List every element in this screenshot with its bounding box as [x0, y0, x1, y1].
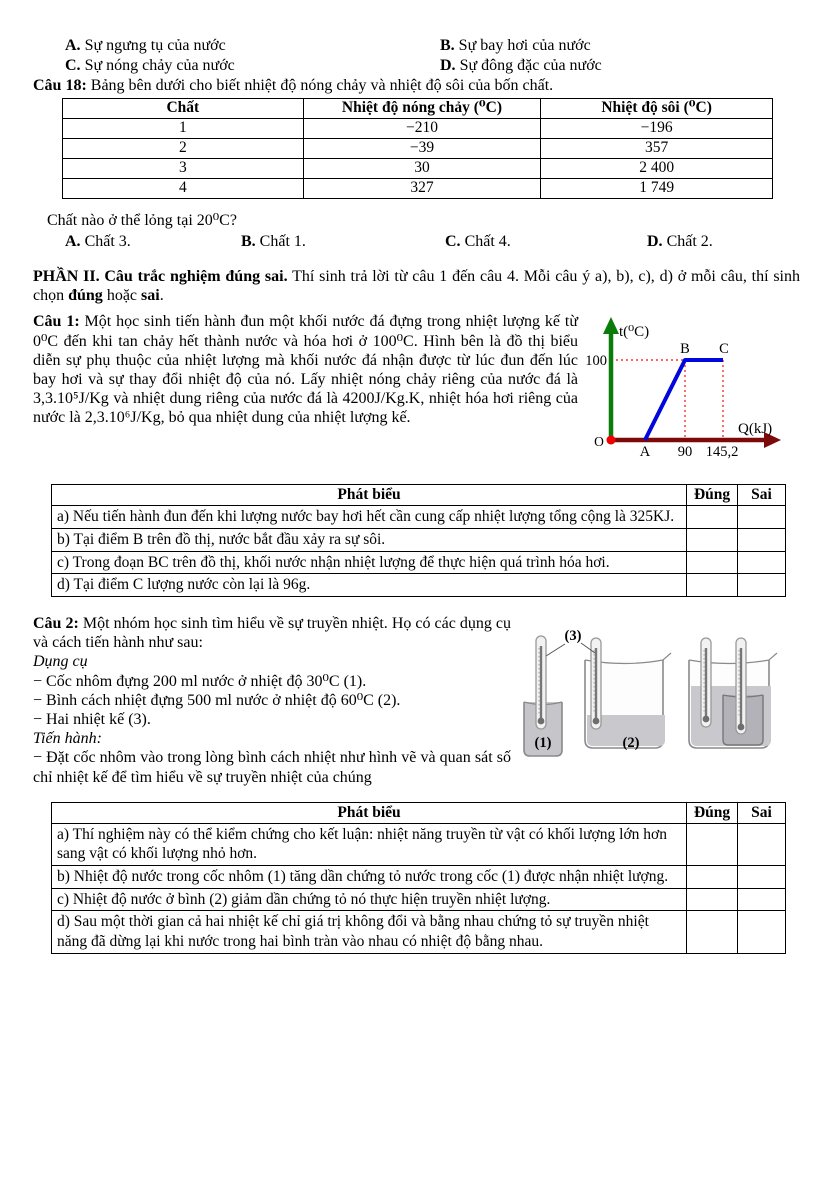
option-c	[65, 56, 440, 75]
x-axis-label: Q(kJ)	[738, 421, 773, 438]
option-c	[445, 232, 647, 251]
statement-text: b) Nhiệt độ nước trong cốc nhôm (1) tăng dần chứng tỏ nước trong cốc (1) được nhận nhiệt lượng.	[52, 866, 687, 889]
option-letter: C.	[445, 232, 461, 250]
sai-cell	[738, 551, 786, 574]
dung-cell	[687, 506, 738, 529]
dung-header: Đúng	[687, 485, 738, 506]
table-row: 3 30 2 400	[63, 158, 773, 178]
point-c-label: C	[719, 341, 729, 358]
cau2-text: Câu 2: Một nhóm học sinh tìm hiểu về sự truyền nhiệt. Họ có các dụng cụ và cách tiến hành như sau: Dụng cụ − Cốc nhôm đựng 200 ml nước ở nhiệt độ 30⁰C (1). − Bình cách nhiệt đựng 500 ml nước ở nhiệt độ 60⁰C (2). − Hai nhiệt kế (3). Tiến hành: − Đặt cốc nhôm vào trong lòng bình cách nhiệt như hình vẽ và quan sát số chỉ nhiệt kế để tìm hiểu về sự truyền nhiệt của chúng	[33, 615, 512, 786]
origin-dot	[607, 436, 616, 445]
figure-label-3: (3)	[564, 628, 582, 644]
dung-header: Đúng	[687, 802, 738, 823]
option-d	[440, 56, 800, 75]
sai-cell	[738, 528, 786, 551]
option-text: Sự đông đặc của nước	[459, 57, 602, 75]
step-item: − Đặt cốc nhôm vào trong lòng bình cách nhiệt như hình vẽ và quan sát số chỉ nhiệt kế để tìm hiểu về sự truyền nhiệt của chúng	[33, 749, 511, 786]
option-text: Chất 3.	[84, 232, 131, 250]
y-axis-label: t(⁰C)	[619, 324, 650, 341]
origin-label: O	[594, 434, 604, 450]
thermometer-1	[536, 636, 546, 729]
option-letter: C.	[65, 57, 81, 75]
statement-row	[52, 911, 786, 953]
column-header: Nhiệt độ nóng chảy (⁰C)	[303, 98, 541, 118]
statement-text: c) Nhiệt độ nước ở bình (2) giảm dần chứng tỏ nó thực hiện truyền nhiệt lượng.	[52, 888, 687, 911]
melting-boiling-table	[62, 98, 773, 199]
statement-text: c) Trong đoạn BC trên đồ thị, khối nước nhận nhiệt lượng để thực hiện quá trình hóa hơi.	[52, 551, 687, 574]
dung-cell	[687, 888, 738, 911]
option-text: Chất 4.	[464, 232, 511, 250]
option-text: Sự bay hơi của nước	[458, 37, 591, 54]
tick-100: 100	[585, 353, 607, 370]
tools-label: Dụng cụ	[33, 653, 88, 671]
sai-cell	[738, 506, 786, 529]
table-header-row	[52, 802, 786, 823]
question18-options	[65, 232, 800, 251]
statement-header: Phát biểu	[52, 802, 687, 823]
option-text: Chất 2.	[666, 232, 713, 250]
heating-curve-graph	[578, 314, 800, 466]
tool-item: − Cốc nhôm đựng 200 ml nước ở nhiệt độ 30⁰C (1).	[33, 672, 367, 690]
option-d	[647, 232, 800, 251]
cau2-label: Câu 2:	[33, 615, 79, 632]
tool-item: − Bình cách nhiệt đựng 500 ml nước ở nhiệt độ 60⁰C (2).	[33, 691, 401, 709]
dung-cell	[687, 911, 738, 953]
cau1-statements-table	[51, 484, 786, 597]
cau1-section	[33, 312, 800, 466]
tick-145: 145,2	[705, 444, 739, 461]
statement-row	[52, 888, 786, 911]
option-letter: D.	[647, 232, 663, 250]
question17-options	[65, 36, 800, 75]
cau2-figure-area	[511, 614, 800, 787]
option-letter: A.	[65, 232, 81, 250]
statement-row	[52, 866, 786, 889]
table-header-row	[63, 98, 773, 118]
heating-curve	[645, 360, 723, 440]
cau2-section	[33, 614, 800, 787]
cau1-text: Câu 1: Một học sinh tiến hành đun một khối nước đá đựng trong nhiệt lượng kế từ 0⁰C đến khi tan chảy hết thành nước và hóa hơi ở 100⁰C. Hình bên là đồ thị biểu diễn sự phụ thuộc của nhiệt lượng mà khối nước đá nhận được từ lúc đun đến lúc bay hơi và sự thay đổi nhiệt độ của nó. Lấy nhiệt nóng chảy riêng của nước đá là 3,3.10⁵J/Kg và nhiệt dung riêng của nước đá là 4200J/Kg.K, nhiệt hóa hơi riêng của nước là 2,3.10⁶J/Kg, bỏ qua nhiệt dung của nhiệt lượng kế.	[33, 313, 578, 427]
option-text: Sự nóng chảy của nước	[84, 57, 235, 75]
option-b	[241, 232, 445, 251]
option-letter: D.	[440, 57, 456, 75]
option-a	[65, 232, 241, 251]
tool-item: − Hai nhiệt kế (3).	[33, 710, 151, 728]
sai-cell	[738, 823, 786, 865]
option-letter: B.	[241, 232, 256, 250]
point-b-label: B	[680, 341, 690, 358]
column-header: Nhiệt độ sôi (⁰C)	[541, 98, 773, 118]
experiment-figure	[519, 616, 799, 768]
dung-cell	[687, 823, 738, 865]
steps-label: Tiến hành:	[33, 730, 102, 748]
table-row: 1 −210 −196	[63, 118, 773, 138]
statement-text: a) Nếu tiến hành đun đến khi lượng nước bay hơi hết cần cung cấp nhiệt lượng tổng cộng là 325KJ.	[52, 506, 687, 529]
tick-90: 90	[677, 444, 693, 461]
question18-question: Chất nào ở thể lỏng tại 20⁰C?	[47, 211, 237, 229]
statement-row	[52, 528, 786, 551]
thermometer-3	[701, 638, 711, 727]
statement-row	[52, 551, 786, 574]
dung-cell	[687, 866, 738, 889]
dung-cell	[687, 528, 738, 551]
sai-header: Sai	[738, 802, 786, 823]
sai-cell	[738, 888, 786, 911]
option-text: Chất 1.	[259, 232, 306, 250]
question18-label: Câu 18:	[33, 77, 87, 95]
statement-row	[52, 823, 786, 865]
column-header: Chất	[63, 98, 304, 118]
cau1-figure-area	[578, 312, 800, 466]
statement-text: d) Sau một thời gian cả hai nhiệt kế chỉ giá trị không đổi và bằng nhau chứng tỏ sự truyền nhiệt năng đã dừng lại khi nước trong hai bình tràn vào nhau có nhiệt độ bằng nhau.	[52, 911, 687, 953]
statement-text: b) Tại điểm B trên đồ thị, nước bắt đầu xảy ra sự sôi.	[52, 528, 687, 551]
sai-header: Sai	[738, 485, 786, 506]
statement-text: d) Tại điểm C lượng nước còn lại là 96g.	[52, 574, 687, 597]
option-letter: B.	[440, 37, 455, 54]
table-row: 4 327 1 749	[63, 178, 773, 198]
dung-cell	[687, 574, 738, 597]
statement-row	[52, 506, 786, 529]
option-text: Sự ngưng tụ của nước	[84, 37, 226, 54]
sai-cell	[738, 574, 786, 597]
sai-cell	[738, 911, 786, 953]
table-header-row	[52, 485, 786, 506]
option-letter: A.	[65, 37, 81, 54]
label3-pointer-left	[546, 644, 565, 656]
dung-cell	[687, 551, 738, 574]
y-axis-arrow	[603, 317, 619, 334]
figure-label-2: (2)	[622, 735, 640, 751]
part2-heading: PHẦN II. Câu trắc nghiệm đúng sai. Thí sinh trả lời từ câu 1 đến câu 4. Mỗi câu ý a), b), c), d) ở mỗi câu, thí sinh chọn đúng hoặc sai.	[33, 267, 800, 305]
statement-row	[52, 574, 786, 597]
question18-intro: Câu 18: Bảng bên dưới cho biết nhiệt độ nóng chảy và nhiệt độ sôi của bốn chất.	[33, 77, 554, 95]
option-a	[65, 36, 440, 55]
statement-header: Phát biểu	[52, 485, 687, 506]
thermometer-4	[736, 638, 746, 734]
figure-label-1: (1)	[534, 735, 552, 751]
sai-cell	[738, 866, 786, 889]
cau2-statements-table	[51, 802, 786, 954]
table-row: 2 −39 357	[63, 138, 773, 158]
point-a-label: A	[639, 444, 651, 461]
cau1-label: Câu 1:	[33, 313, 80, 331]
option-b	[440, 36, 800, 55]
statement-text: a) Thí nghiệm này có thể kiểm chứng cho kết luận: nhiệt năng truyền từ vật có khối lượng lớn hơn sang vật có khối lượng nhỏ hơn.	[52, 823, 687, 865]
